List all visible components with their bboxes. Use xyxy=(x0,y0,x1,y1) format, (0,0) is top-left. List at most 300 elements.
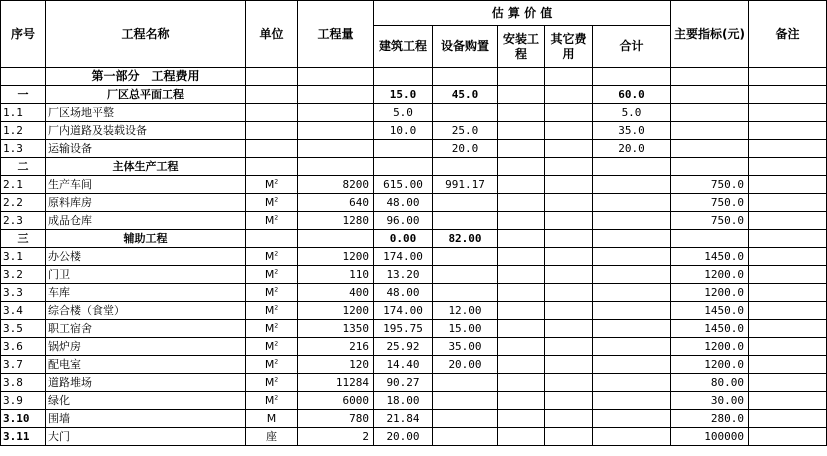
cell-name xyxy=(46,284,246,302)
cell-unit-text: M xyxy=(264,358,275,371)
cell-build-text: 90.27 xyxy=(386,376,420,389)
cell-indicator xyxy=(671,104,749,122)
cell-build xyxy=(374,410,433,428)
cell-build-text: 21.84 xyxy=(386,412,420,425)
cell-other xyxy=(545,248,593,266)
cell-build-text: 13.20 xyxy=(386,268,420,281)
cell-remark xyxy=(749,410,827,428)
cell-total-text: 60.0 xyxy=(618,88,645,101)
cell-total xyxy=(593,266,671,284)
header-seq: 序号 xyxy=(1,1,46,68)
cell-seq-text: 2.3 xyxy=(3,214,23,227)
cell-indicator xyxy=(671,212,749,230)
cell-name xyxy=(46,392,246,410)
cell-remark xyxy=(749,230,827,248)
cell-name-text: 综合楼（食堂） xyxy=(48,304,125,317)
cell-equip-text: 35.00 xyxy=(448,340,482,353)
cell-unit-text: 座 xyxy=(266,430,277,443)
cell-equip xyxy=(433,104,498,122)
cell-build-text: 10.0 xyxy=(389,124,417,137)
cell-total xyxy=(593,356,671,374)
cell-indicator xyxy=(671,374,749,392)
cell-seq-text: 二 xyxy=(17,160,29,173)
cell-qty-text: 120 xyxy=(349,358,369,371)
cell-unit xyxy=(246,356,298,374)
cell-seq-text: 1.3 xyxy=(3,142,23,155)
cell-name-text: 职工宿舍 xyxy=(48,322,92,335)
cell-indicator-text: 750.0 xyxy=(710,196,744,209)
unit-superscript: 2 xyxy=(274,304,279,312)
cell-other xyxy=(545,86,593,104)
cell-unit-text: M xyxy=(264,214,275,227)
cell-unit-text: M xyxy=(264,286,275,299)
cell-qty xyxy=(298,212,374,230)
cell-other xyxy=(545,122,593,140)
cell-name xyxy=(46,266,246,284)
cell-name-text: 主体生产工程 xyxy=(112,160,179,173)
cell-remark xyxy=(749,212,827,230)
cell-other xyxy=(545,68,593,86)
cell-unit xyxy=(246,68,298,86)
cell-remark xyxy=(749,140,827,158)
table-row xyxy=(1,392,827,410)
cell-total xyxy=(593,338,671,356)
table-row xyxy=(1,374,827,392)
cell-build xyxy=(374,374,433,392)
cell-total xyxy=(593,68,671,86)
table-row xyxy=(1,158,827,176)
cell-indicator-text: 30.00 xyxy=(710,394,744,407)
cell-build-text: 14.40 xyxy=(386,358,420,371)
cell-name-text: 运输设备 xyxy=(48,142,92,155)
cell-install xyxy=(498,374,545,392)
cell-indicator xyxy=(671,158,749,176)
cell-name xyxy=(46,302,246,320)
cell-qty xyxy=(298,302,374,320)
cell-seq xyxy=(1,392,46,410)
cell-install xyxy=(498,68,545,86)
header-other: 其它费用 xyxy=(545,26,593,68)
cell-install xyxy=(498,284,545,302)
cell-qty xyxy=(298,374,374,392)
cell-install xyxy=(498,356,545,374)
cell-build-text: 174.00 xyxy=(383,250,423,263)
cell-build xyxy=(374,266,433,284)
cell-seq xyxy=(1,266,46,284)
table-row xyxy=(1,302,827,320)
cell-qty xyxy=(298,158,374,176)
cell-unit-text: M xyxy=(264,376,275,389)
cell-unit xyxy=(246,266,298,284)
cell-qty-text: 8200 xyxy=(342,178,369,191)
cell-unit xyxy=(246,86,298,104)
cell-other xyxy=(545,410,593,428)
cell-install xyxy=(498,194,545,212)
cell-remark xyxy=(749,122,827,140)
cell-qty xyxy=(298,140,374,158)
cell-qty xyxy=(298,176,374,194)
cell-install xyxy=(498,86,545,104)
cell-total xyxy=(593,158,671,176)
cell-qty-text: 1280 xyxy=(342,214,369,227)
cell-name-text: 门卫 xyxy=(48,268,70,281)
table-row xyxy=(1,338,827,356)
cell-qty-text: 6000 xyxy=(342,394,369,407)
cell-remark xyxy=(749,158,827,176)
cell-seq xyxy=(1,248,46,266)
cell-seq xyxy=(1,230,46,248)
cell-seq-text: 1.2 xyxy=(3,124,23,137)
cell-seq xyxy=(1,428,46,446)
cell-remark xyxy=(749,284,827,302)
cell-other xyxy=(545,428,593,446)
cell-unit xyxy=(246,338,298,356)
cell-build xyxy=(374,140,433,158)
cell-seq xyxy=(1,356,46,374)
cell-unit xyxy=(246,104,298,122)
cell-name xyxy=(46,212,246,230)
cell-remark xyxy=(749,266,827,284)
cell-qty xyxy=(298,194,374,212)
cell-other xyxy=(545,266,593,284)
cell-build xyxy=(374,302,433,320)
cell-name-text: 车库 xyxy=(48,286,70,299)
cell-equip xyxy=(433,176,498,194)
cell-other xyxy=(545,302,593,320)
table-row xyxy=(1,122,827,140)
cell-seq-text: 3.11 xyxy=(3,430,30,443)
cell-seq xyxy=(1,410,46,428)
cell-qty xyxy=(298,356,374,374)
cell-indicator xyxy=(671,428,749,446)
cell-indicator-text: 1200.0 xyxy=(704,286,744,299)
cell-name-text: 办公楼 xyxy=(48,250,81,263)
cell-qty-text: 1350 xyxy=(342,322,369,335)
unit-superscript: 2 xyxy=(274,286,279,294)
cell-other xyxy=(545,158,593,176)
header-unit: 单位 xyxy=(246,1,298,68)
cell-qty-text: 640 xyxy=(349,196,369,209)
cell-unit-text: M xyxy=(264,304,275,317)
cell-equip xyxy=(433,284,498,302)
table-row xyxy=(1,176,827,194)
cell-qty-text: 780 xyxy=(349,412,369,425)
cell-indicator xyxy=(671,140,749,158)
cell-seq xyxy=(1,302,46,320)
cell-seq-text: 2.1 xyxy=(3,178,23,191)
cell-qty xyxy=(298,104,374,122)
cell-equip xyxy=(433,320,498,338)
cell-equip-text: 82.00 xyxy=(448,232,482,245)
cell-name-text: 绿化 xyxy=(48,394,70,407)
table-row xyxy=(1,248,827,266)
cell-equip xyxy=(433,410,498,428)
cell-equip-text: 12.00 xyxy=(448,304,482,317)
cell-unit-text: M xyxy=(264,394,275,407)
cell-other xyxy=(545,284,593,302)
cell-install xyxy=(498,338,545,356)
cell-indicator-text: 280.0 xyxy=(710,412,744,425)
cell-install xyxy=(498,320,545,338)
cell-total xyxy=(593,230,671,248)
cell-qty xyxy=(298,68,374,86)
cell-seq-text: 3.4 xyxy=(3,304,23,317)
cell-indicator xyxy=(671,284,749,302)
cell-qty-text: 2 xyxy=(362,430,369,443)
table-row xyxy=(1,212,827,230)
header-install: 安装工程 xyxy=(498,26,545,68)
cell-name-text: 成品仓库 xyxy=(48,214,92,227)
cell-install xyxy=(498,140,545,158)
cell-build-text: 48.00 xyxy=(386,286,420,299)
unit-superscript: 2 xyxy=(274,178,279,186)
cell-qty-text: 1200 xyxy=(342,250,369,263)
cell-seq-text: 2.2 xyxy=(3,196,23,209)
cell-build-text: 0.00 xyxy=(389,232,417,245)
cell-build xyxy=(374,428,433,446)
cell-equip xyxy=(433,194,498,212)
cell-seq xyxy=(1,140,46,158)
cell-indicator xyxy=(671,266,749,284)
cell-seq-text: 3.3 xyxy=(3,286,23,299)
cell-unit-text: M xyxy=(264,340,275,353)
cell-seq xyxy=(1,284,46,302)
cell-total xyxy=(593,104,671,122)
cell-seq xyxy=(1,122,46,140)
cell-other xyxy=(545,194,593,212)
cell-build xyxy=(374,194,433,212)
table-row xyxy=(1,86,827,104)
cell-remark xyxy=(749,338,827,356)
cell-build-text: 48.00 xyxy=(386,196,420,209)
cell-name xyxy=(46,356,246,374)
cell-name-text: 生产车间 xyxy=(48,178,92,191)
cell-qty xyxy=(298,410,374,428)
cell-remark xyxy=(749,374,827,392)
cell-install xyxy=(498,392,545,410)
unit-superscript: 2 xyxy=(274,214,279,222)
cell-indicator xyxy=(671,194,749,212)
cell-unit xyxy=(246,230,298,248)
cell-qty xyxy=(298,392,374,410)
cell-name xyxy=(46,230,246,248)
cell-other xyxy=(545,140,593,158)
table-row xyxy=(1,428,827,446)
cell-equip xyxy=(433,212,498,230)
table-row xyxy=(1,356,827,374)
cell-name xyxy=(46,104,246,122)
cell-indicator xyxy=(671,86,749,104)
cell-name xyxy=(46,176,246,194)
table-row xyxy=(1,68,827,86)
cell-unit xyxy=(246,176,298,194)
header-indicator: 主要指标(元) xyxy=(671,1,749,68)
cell-indicator-text: 1200.0 xyxy=(704,340,744,353)
cell-equip xyxy=(433,266,498,284)
cell-other xyxy=(545,392,593,410)
cell-remark xyxy=(749,68,827,86)
cell-qty xyxy=(298,284,374,302)
cell-equip xyxy=(433,230,498,248)
cell-unit xyxy=(246,122,298,140)
cell-indicator xyxy=(671,392,749,410)
cell-build xyxy=(374,392,433,410)
cell-equip-text: 991.17 xyxy=(445,178,485,191)
cell-indicator-text: 1200.0 xyxy=(704,268,744,281)
cell-name-text: 第一部分 工程费用 xyxy=(91,69,200,83)
cell-unit xyxy=(246,410,298,428)
cell-unit xyxy=(246,302,298,320)
cell-total-text: 5.0 xyxy=(621,106,642,119)
cell-indicator xyxy=(671,230,749,248)
unit-superscript: 2 xyxy=(274,250,279,258)
cell-seq xyxy=(1,374,46,392)
cell-remark xyxy=(749,356,827,374)
cell-equip-text: 45.0 xyxy=(451,88,479,101)
cell-equip-text: 20.0 xyxy=(451,142,479,155)
cell-qty xyxy=(298,86,374,104)
cell-total xyxy=(593,140,671,158)
cell-seq xyxy=(1,194,46,212)
table-row xyxy=(1,410,827,428)
cell-seq-text: 3.5 xyxy=(3,322,23,335)
cell-build xyxy=(374,176,433,194)
cell-indicator xyxy=(671,176,749,194)
cell-qty xyxy=(298,122,374,140)
cell-indicator xyxy=(671,302,749,320)
cell-qty xyxy=(298,230,374,248)
cell-equip-text: 15.00 xyxy=(448,322,482,335)
cell-remark xyxy=(749,86,827,104)
cell-name-text: 厂区场地平整 xyxy=(48,106,114,119)
cell-unit xyxy=(246,374,298,392)
cell-build xyxy=(374,284,433,302)
cell-name xyxy=(46,122,246,140)
cell-build xyxy=(374,68,433,86)
table-row xyxy=(1,104,827,122)
cell-build-text: 96.00 xyxy=(386,214,420,227)
cell-remark xyxy=(749,248,827,266)
cell-equip xyxy=(433,374,498,392)
cell-total-text: 20.0 xyxy=(618,142,645,155)
cell-name xyxy=(46,68,246,86)
cell-total xyxy=(593,374,671,392)
cell-indicator-text: 1450.0 xyxy=(704,250,744,263)
cell-equip xyxy=(433,338,498,356)
cell-indicator-text: 750.0 xyxy=(710,214,744,227)
cell-install xyxy=(498,104,545,122)
cell-name xyxy=(46,410,246,428)
cell-build-text: 15.0 xyxy=(389,88,417,101)
cell-seq-text: 1.1 xyxy=(3,106,23,119)
cell-remark xyxy=(749,392,827,410)
unit-superscript: 2 xyxy=(274,394,279,402)
cell-seq-text: 三 xyxy=(17,232,29,245)
unit-superscript: 2 xyxy=(274,322,279,330)
cell-indicator-text: 1450.0 xyxy=(704,322,744,335)
cell-other xyxy=(545,374,593,392)
cell-build-text: 20.00 xyxy=(386,430,420,443)
cell-total xyxy=(593,248,671,266)
table-row xyxy=(1,284,827,302)
cell-indicator-text: 1200.0 xyxy=(704,358,744,371)
cell-indicator-text: 1450.0 xyxy=(704,304,744,317)
table-body xyxy=(1,68,827,446)
cell-unit xyxy=(246,284,298,302)
cell-install xyxy=(498,428,545,446)
table-row xyxy=(1,140,827,158)
cell-name-text: 围墙 xyxy=(48,412,70,425)
cell-name xyxy=(46,194,246,212)
cell-build xyxy=(374,230,433,248)
cell-total xyxy=(593,86,671,104)
cell-install xyxy=(498,122,545,140)
cell-install xyxy=(498,248,545,266)
cell-name-text: 厂区总平面工程 xyxy=(107,88,184,101)
cell-indicator xyxy=(671,320,749,338)
cell-name xyxy=(46,158,246,176)
cell-remark xyxy=(749,302,827,320)
unit-superscript: 2 xyxy=(274,340,279,348)
cell-name-text: 配电室 xyxy=(48,358,81,371)
cell-seq-text: 3.1 xyxy=(3,250,23,263)
cell-equip xyxy=(433,140,498,158)
cell-equip xyxy=(433,68,498,86)
cell-unit-text: M xyxy=(264,196,275,209)
cell-seq xyxy=(1,86,46,104)
cell-indicator-text: 750.0 xyxy=(710,178,744,191)
unit-superscript: 2 xyxy=(274,376,279,384)
cell-seq xyxy=(1,212,46,230)
cell-build-text: 18.00 xyxy=(386,394,420,407)
cell-other xyxy=(545,230,593,248)
cell-build xyxy=(374,104,433,122)
cell-qty-text: 110 xyxy=(349,268,369,281)
cell-unit xyxy=(246,194,298,212)
cell-equip xyxy=(433,158,498,176)
cell-name xyxy=(46,320,246,338)
cell-unit-text: M xyxy=(264,178,275,191)
cell-build xyxy=(374,320,433,338)
cell-unit xyxy=(246,320,298,338)
cell-build-text: 5.0 xyxy=(393,106,413,119)
cell-name xyxy=(46,248,246,266)
cell-indicator xyxy=(671,68,749,86)
cell-total xyxy=(593,410,671,428)
cell-name-text: 辅助工程 xyxy=(123,232,168,245)
cell-unit-text: M xyxy=(264,268,275,281)
cell-other xyxy=(545,320,593,338)
cell-unit xyxy=(246,392,298,410)
cell-other xyxy=(545,338,593,356)
cell-equip xyxy=(433,248,498,266)
cell-indicator xyxy=(671,356,749,374)
cell-unit xyxy=(246,158,298,176)
cell-name-text: 锅炉房 xyxy=(48,340,81,353)
cell-qty-text: 216 xyxy=(349,340,369,353)
cell-remark xyxy=(749,320,827,338)
cell-name-text: 大门 xyxy=(48,430,70,443)
cell-install xyxy=(498,158,545,176)
cell-seq-text: 3.9 xyxy=(3,394,23,407)
cell-equip xyxy=(433,122,498,140)
unit-superscript: 2 xyxy=(274,358,279,366)
cell-build-text: 195.75 xyxy=(383,322,423,335)
cell-install xyxy=(498,410,545,428)
cell-equip-text: 20.00 xyxy=(448,358,482,371)
cell-build xyxy=(374,212,433,230)
table-row xyxy=(1,320,827,338)
